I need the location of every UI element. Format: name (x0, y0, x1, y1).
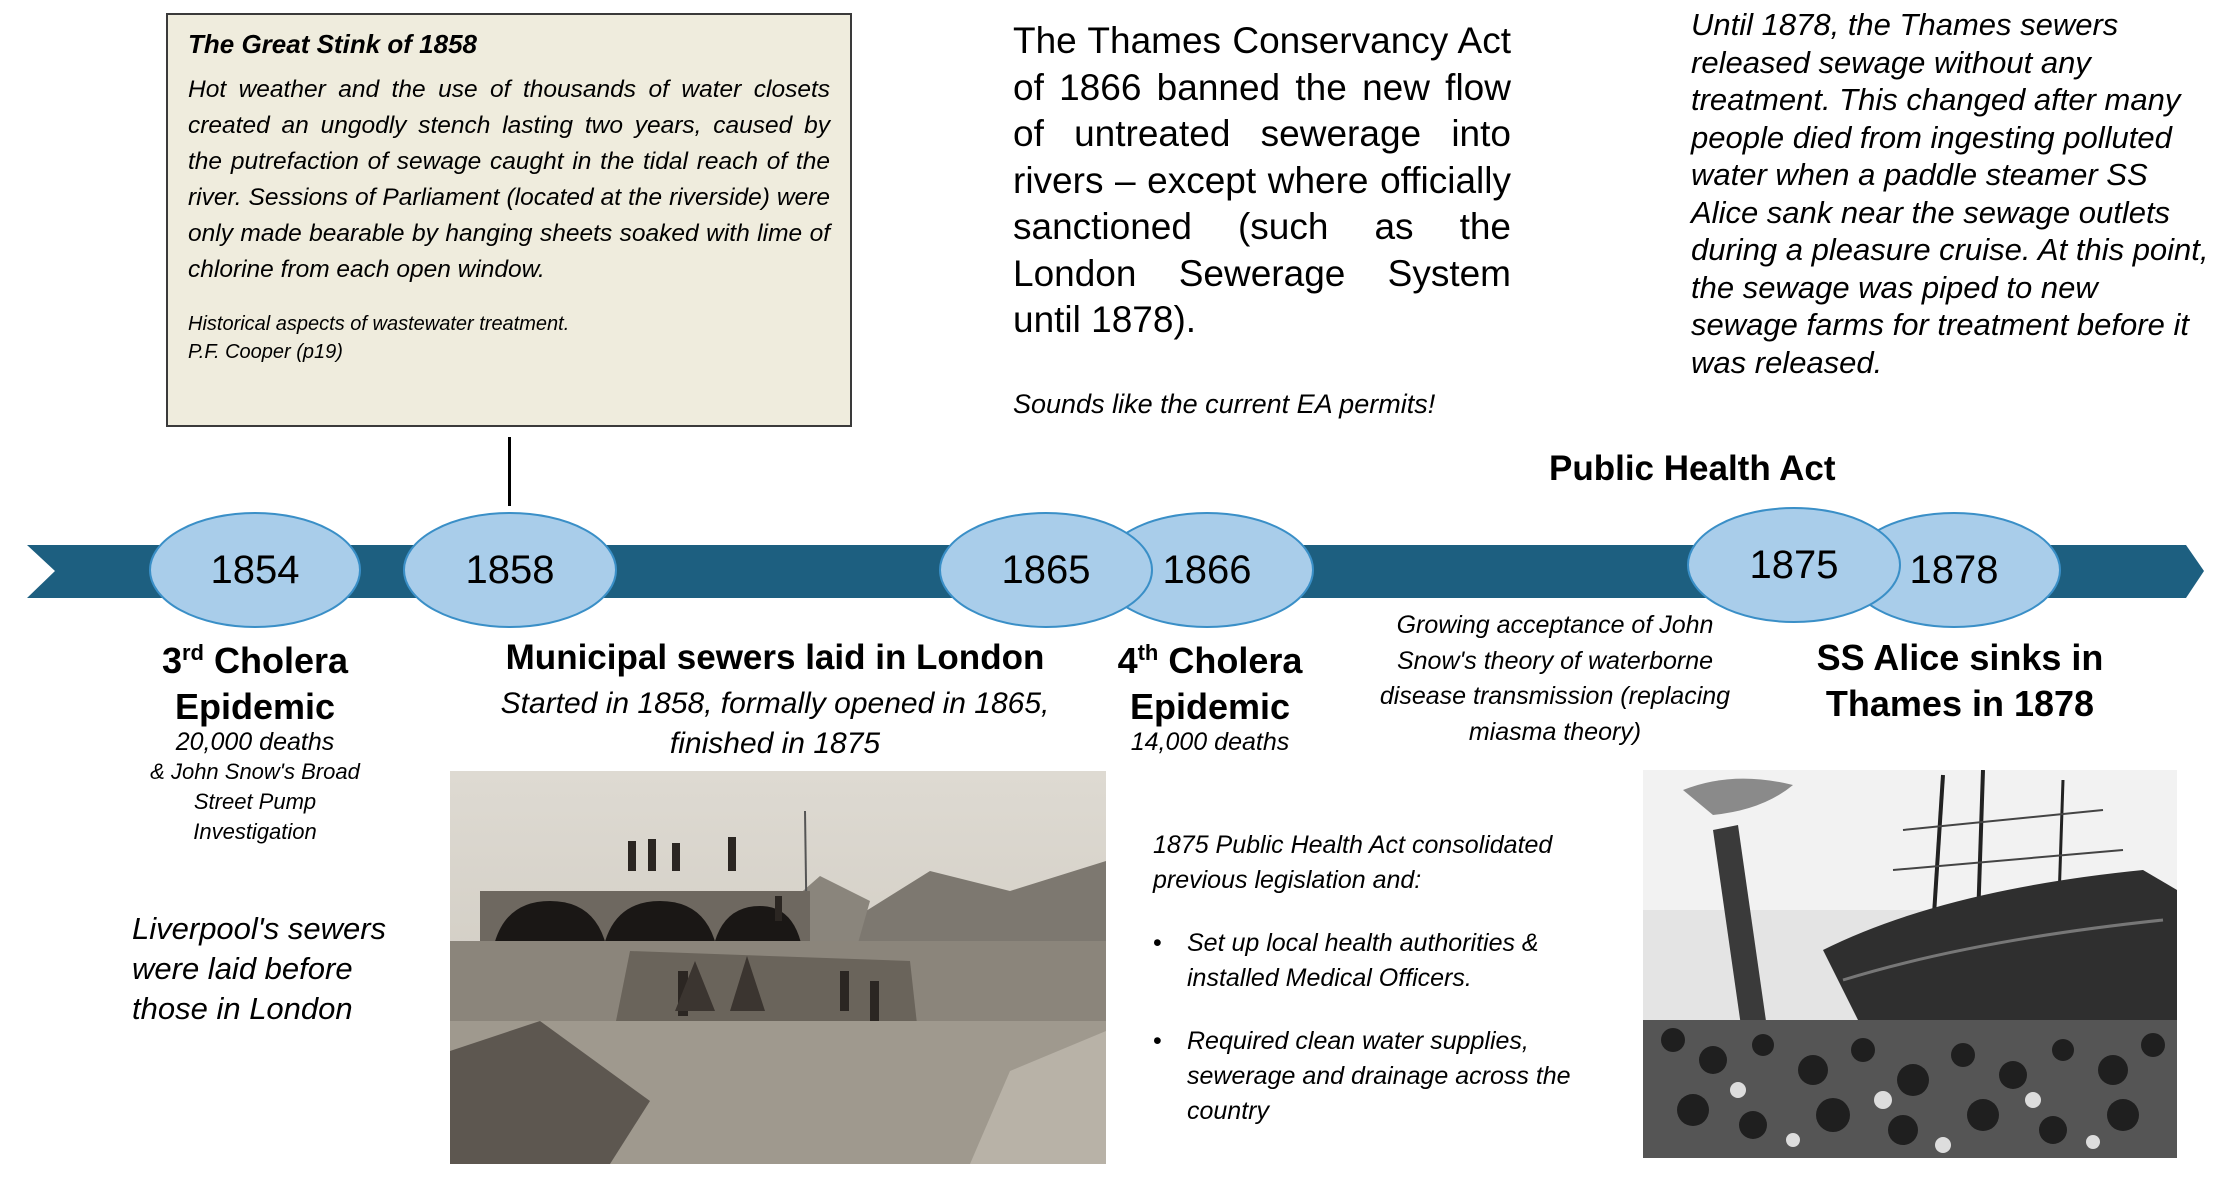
ss-alice-engraving (1643, 770, 2177, 1158)
year-label-1858: 1858 (465, 548, 555, 592)
quote-body: Hot weather and the use of thousands of water closets created an ungodly stench lasting two years, caused by the putrefaction of sewage caught in the tidal reach of the river. Sessions of Parliament (located at the riverside) were only made bearable by hanging sheets soaked with lime of chlorine from each open window. (188, 76, 830, 283)
municipal-sewers-title: Municipal sewers laid in London (505, 638, 1045, 677)
quote-connector-line (508, 437, 511, 506)
public-health-act-title: Public Health Act (1549, 449, 1836, 488)
citation-line-1: Historical aspects of wastewater treatment. (188, 313, 570, 335)
john-snow-theory-note: Growing acceptance of John Snow's theory of waterborne disease transmission (replacing miasma theory) (1379, 611, 1731, 746)
liverpool-sewers-note: Liverpool's sewers were laid before those in London (132, 911, 387, 1026)
public-health-act-intro: 1875 Public Health Act consolidated previous legislation and: (1153, 831, 1553, 894)
quote-citation (188, 310, 830, 366)
sewage-treatment-note: Until 1878, the Thames sewers released sewage without any treatment. This changed after many people died from ingesting polluted water when a paddle steamer SS Alice sank near the sewage outlets during a pleasure cruise. At this point, the sewage was piped to new sewage farms for treatment before it was released. (1691, 7, 2209, 380)
ss-alice-title: SS Alice sinks in Thames in 1878 (1816, 637, 2104, 724)
year-label-1854: 1854 (210, 548, 300, 592)
year-label-1878: 1878 (1909, 548, 1999, 592)
cholera-epidemic-3-details (120, 727, 390, 847)
quote-title: The Great Stink of 1858 (188, 29, 477, 59)
year-label-1875: 1875 (1749, 543, 1839, 587)
great-stink-quote-box (166, 13, 852, 427)
thames-conservancy-act-text: The Thames Conservancy Act of 1866 banned the new flow of untreated sewerage into rivers – except where officially sanctioned (such as the London Sewerage System until 1878). (1013, 20, 1511, 340)
cholera-epidemic-4-title: 4th Cholera Epidemic (1117, 640, 1303, 727)
public-health-act-list (1153, 926, 1633, 1129)
municipal-sewers-subtitle: Started in 1858, formally opened in 1865, finished in 1875 (500, 687, 1050, 760)
deaths-1854: 20,000 deaths (175, 728, 335, 756)
cholera-epidemic-3-title: 3rd Cholera Epidemic (161, 640, 349, 727)
year-label-1865: 1865 (1001, 548, 1091, 592)
sewer-construction-photo (450, 771, 1106, 1164)
citation-line-2: P.F. Cooper (p19) (188, 341, 343, 363)
year-label-1866: 1866 (1162, 548, 1252, 592)
deaths-1866: 14,000 deaths (1130, 728, 1290, 756)
broad-street-pump-note: & John Snow's Broad Street Pump Investigation (150, 759, 360, 844)
ea-permits-note: Sounds like the current EA permits! (1013, 389, 1436, 419)
public-health-act-bullet: • Set up local health authorities & installed Medical Officers. (1153, 926, 1633, 996)
public-health-act-bullet: • Required clean water supplies, sewerage and drainage across the country (1153, 1024, 1633, 1129)
public-health-act-details (1153, 828, 1633, 1157)
